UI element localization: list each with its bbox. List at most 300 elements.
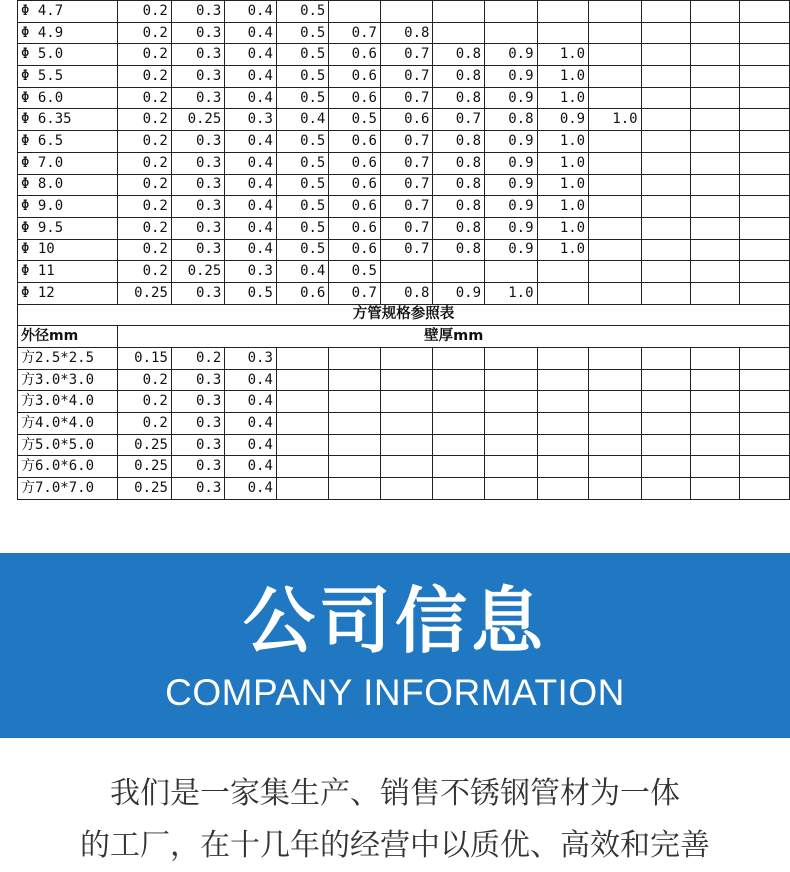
thickness-cell: 0.7 bbox=[380, 44, 432, 66]
table-row bbox=[18, 456, 790, 478]
thickness-cell bbox=[589, 217, 641, 239]
thickness-cell: 0.8 bbox=[433, 239, 485, 261]
thickness-cell: 0.2 bbox=[118, 44, 171, 66]
thickness-cell bbox=[691, 413, 740, 435]
thickness-cell: 0.8 bbox=[433, 44, 485, 66]
thickness-cell: 0.9 bbox=[485, 196, 537, 218]
size-label: 方6.0*6.0 bbox=[18, 456, 118, 478]
thickness-cell bbox=[589, 456, 641, 478]
table-row bbox=[18, 413, 790, 435]
table-row bbox=[18, 1, 790, 23]
table-row bbox=[18, 478, 790, 500]
thickness-cell: 1.0 bbox=[537, 217, 589, 239]
thickness-cell: 0.9 bbox=[485, 239, 537, 261]
thickness-cell bbox=[276, 369, 328, 391]
size-label: Φ 6.5 bbox=[18, 131, 118, 153]
thickness-cell bbox=[433, 261, 485, 283]
thickness-cell: 0.3 bbox=[171, 22, 224, 44]
thickness-cell: 0.3 bbox=[171, 369, 224, 391]
thickness-cell: 0.9 bbox=[485, 44, 537, 66]
thickness-cell bbox=[433, 391, 485, 413]
size-label: Φ 12 bbox=[18, 282, 118, 304]
thickness-cell bbox=[691, 434, 740, 456]
table-row bbox=[18, 131, 790, 153]
thickness-cell bbox=[380, 348, 432, 370]
thickness-cell bbox=[537, 456, 589, 478]
thickness-cell: 0.4 bbox=[225, 239, 277, 261]
thickness-cell bbox=[740, 282, 790, 304]
thickness-cell: 0.6 bbox=[329, 66, 381, 88]
size-label: 方2.5*2.5 bbox=[18, 348, 118, 370]
wall-thickness-header: 壁厚mm bbox=[118, 326, 790, 348]
thickness-cell bbox=[380, 413, 432, 435]
thickness-cell: 0.25 bbox=[118, 456, 171, 478]
thickness-cell bbox=[589, 196, 641, 218]
thickness-cell bbox=[641, 282, 691, 304]
thickness-cell: 0.3 bbox=[171, 456, 224, 478]
thickness-cell: 0.5 bbox=[276, 174, 328, 196]
thickness-cell bbox=[485, 413, 537, 435]
thickness-cell: 0.7 bbox=[380, 131, 432, 153]
thickness-cell bbox=[329, 348, 381, 370]
thickness-cell bbox=[589, 478, 641, 500]
thickness-cell bbox=[691, 109, 740, 131]
thickness-cell bbox=[641, 261, 691, 283]
thickness-cell: 1.0 bbox=[537, 87, 589, 109]
thickness-cell bbox=[691, 196, 740, 218]
thickness-cell bbox=[641, 44, 691, 66]
thickness-cell: 0.6 bbox=[329, 131, 381, 153]
thickness-cell: 0.2 bbox=[118, 217, 171, 239]
thickness-cell bbox=[641, 391, 691, 413]
thickness-cell: 1.0 bbox=[589, 109, 641, 131]
thickness-cell: 0.2 bbox=[118, 152, 171, 174]
thickness-cell: 0.25 bbox=[118, 478, 171, 500]
thickness-cell: 0.8 bbox=[380, 282, 432, 304]
thickness-cell: 0.3 bbox=[171, 1, 224, 23]
thickness-cell: 0.9 bbox=[433, 282, 485, 304]
thickness-cell: 0.9 bbox=[485, 217, 537, 239]
thickness-cell bbox=[329, 434, 381, 456]
thickness-cell: 0.15 bbox=[118, 348, 171, 370]
thickness-cell bbox=[740, 44, 790, 66]
thickness-cell: 1.0 bbox=[537, 152, 589, 174]
thickness-cell bbox=[641, 348, 691, 370]
thickness-cell: 0.7 bbox=[433, 109, 485, 131]
thickness-cell: 0.9 bbox=[485, 152, 537, 174]
thickness-cell: 0.2 bbox=[118, 369, 171, 391]
thickness-cell: 0.5 bbox=[276, 1, 328, 23]
thickness-cell bbox=[641, 239, 691, 261]
thickness-cell bbox=[537, 22, 589, 44]
thickness-cell bbox=[740, 239, 790, 261]
thickness-cell: 0.6 bbox=[329, 217, 381, 239]
thickness-cell: 0.2 bbox=[118, 22, 171, 44]
thickness-cell bbox=[589, 369, 641, 391]
thickness-cell: 0.9 bbox=[485, 87, 537, 109]
thickness-cell bbox=[691, 369, 740, 391]
thickness-cell: 0.7 bbox=[329, 282, 381, 304]
thickness-cell bbox=[641, 196, 691, 218]
thickness-cell bbox=[740, 22, 790, 44]
thickness-cell: 0.7 bbox=[380, 152, 432, 174]
thickness-cell: 0.4 bbox=[225, 44, 277, 66]
thickness-cell: 1.0 bbox=[537, 131, 589, 153]
thickness-cell bbox=[276, 391, 328, 413]
thickness-cell bbox=[691, 391, 740, 413]
thickness-cell bbox=[740, 348, 790, 370]
thickness-cell bbox=[691, 478, 740, 500]
thickness-cell: 0.8 bbox=[433, 217, 485, 239]
thickness-cell: 0.8 bbox=[380, 22, 432, 44]
thickness-cell: 0.25 bbox=[171, 109, 224, 131]
thickness-cell: 0.3 bbox=[171, 44, 224, 66]
thickness-cell: 0.7 bbox=[380, 217, 432, 239]
thickness-cell: 0.4 bbox=[276, 109, 328, 131]
thickness-cell: 0.8 bbox=[433, 174, 485, 196]
thickness-cell bbox=[380, 434, 432, 456]
table-row bbox=[18, 217, 790, 239]
thickness-cell bbox=[589, 282, 641, 304]
thickness-cell: 1.0 bbox=[537, 44, 589, 66]
thickness-cell bbox=[537, 434, 589, 456]
square-table-title: 方管规格参照表 bbox=[18, 304, 790, 326]
company-info-banner bbox=[0, 553, 790, 738]
thickness-cell: 0.4 bbox=[225, 22, 277, 44]
thickness-cell bbox=[740, 131, 790, 153]
thickness-cell: 0.7 bbox=[329, 22, 381, 44]
thickness-cell: 0.2 bbox=[118, 413, 171, 435]
table-row bbox=[18, 87, 790, 109]
thickness-cell bbox=[641, 22, 691, 44]
thickness-cell bbox=[329, 478, 381, 500]
thickness-cell bbox=[537, 282, 589, 304]
size-label: Φ 6.0 bbox=[18, 87, 118, 109]
thickness-cell: 0.8 bbox=[433, 152, 485, 174]
thickness-cell: 0.2 bbox=[118, 131, 171, 153]
thickness-cell bbox=[329, 391, 381, 413]
thickness-cell bbox=[691, 456, 740, 478]
thickness-cell bbox=[691, 66, 740, 88]
thickness-cell bbox=[276, 478, 328, 500]
thickness-cell: 0.4 bbox=[276, 261, 328, 283]
table-row bbox=[18, 348, 790, 370]
thickness-cell bbox=[433, 478, 485, 500]
thickness-cell: 0.3 bbox=[225, 109, 277, 131]
thickness-cell bbox=[380, 369, 432, 391]
thickness-cell: 1.0 bbox=[537, 239, 589, 261]
thickness-cell bbox=[433, 22, 485, 44]
thickness-cell: 0.5 bbox=[276, 44, 328, 66]
spec-table bbox=[17, 0, 790, 500]
thickness-cell bbox=[380, 391, 432, 413]
size-label: Φ 8.0 bbox=[18, 174, 118, 196]
thickness-cell bbox=[740, 413, 790, 435]
thickness-cell bbox=[537, 413, 589, 435]
size-label: Φ 9.0 bbox=[18, 196, 118, 218]
size-label: Φ 7.0 bbox=[18, 152, 118, 174]
thickness-cell bbox=[537, 1, 589, 23]
size-label: Φ 9.5 bbox=[18, 217, 118, 239]
table-row bbox=[18, 109, 790, 131]
thickness-cell bbox=[433, 456, 485, 478]
thickness-cell: 0.4 bbox=[225, 87, 277, 109]
thickness-cell bbox=[641, 131, 691, 153]
thickness-cell: 0.3 bbox=[171, 87, 224, 109]
thickness-cell: 1.0 bbox=[485, 282, 537, 304]
thickness-cell bbox=[276, 434, 328, 456]
thickness-cell bbox=[485, 391, 537, 413]
square-tube-header bbox=[18, 304, 790, 347]
size-label: 方7.0*7.0 bbox=[18, 478, 118, 500]
thickness-cell: 0.6 bbox=[329, 196, 381, 218]
thickness-cell: 0.5 bbox=[276, 217, 328, 239]
thickness-cell: 0.5 bbox=[276, 22, 328, 44]
thickness-cell: 0.5 bbox=[276, 131, 328, 153]
thickness-cell bbox=[691, 87, 740, 109]
thickness-cell: 0.6 bbox=[329, 44, 381, 66]
thickness-cell: 0.5 bbox=[276, 196, 328, 218]
thickness-cell: 1.0 bbox=[537, 174, 589, 196]
thickness-cell bbox=[329, 1, 381, 23]
thickness-cell: 0.3 bbox=[225, 348, 277, 370]
table-row bbox=[18, 152, 790, 174]
thickness-cell bbox=[740, 456, 790, 478]
thickness-cell bbox=[691, 239, 740, 261]
thickness-cell bbox=[589, 22, 641, 44]
thickness-cell bbox=[537, 478, 589, 500]
thickness-cell bbox=[589, 152, 641, 174]
thickness-cell bbox=[691, 348, 740, 370]
thickness-cell bbox=[691, 261, 740, 283]
thickness-cell bbox=[329, 369, 381, 391]
thickness-cell bbox=[691, 174, 740, 196]
thickness-cell: 0.2 bbox=[171, 348, 224, 370]
thickness-cell bbox=[276, 348, 328, 370]
thickness-cell bbox=[740, 87, 790, 109]
thickness-cell: 0.4 bbox=[225, 456, 277, 478]
thickness-cell bbox=[380, 478, 432, 500]
thickness-cell bbox=[537, 391, 589, 413]
intro-line-1: 我们是一家集生产、销售不锈钢管材为一体 bbox=[110, 776, 680, 811]
thickness-cell: 0.5 bbox=[329, 109, 381, 131]
thickness-cell: 0.2 bbox=[118, 87, 171, 109]
table-row bbox=[18, 44, 790, 66]
thickness-cell: 0.5 bbox=[329, 261, 381, 283]
table-row bbox=[18, 66, 790, 88]
thickness-cell bbox=[641, 152, 691, 174]
thickness-cell bbox=[691, 131, 740, 153]
thickness-cell bbox=[380, 456, 432, 478]
thickness-cell bbox=[485, 456, 537, 478]
thickness-cell: 0.4 bbox=[225, 391, 277, 413]
size-label: 方5.0*5.0 bbox=[18, 434, 118, 456]
thickness-cell bbox=[740, 261, 790, 283]
thickness-cell bbox=[641, 1, 691, 23]
thickness-cell: 0.3 bbox=[171, 174, 224, 196]
thickness-cell: 0.3 bbox=[171, 391, 224, 413]
thickness-cell bbox=[740, 66, 790, 88]
thickness-cell bbox=[740, 391, 790, 413]
thickness-cell: 0.8 bbox=[433, 196, 485, 218]
thickness-cell bbox=[691, 217, 740, 239]
thickness-cell: 0.4 bbox=[225, 131, 277, 153]
thickness-cell bbox=[589, 66, 641, 88]
thickness-cell bbox=[380, 261, 432, 283]
size-label: Φ 6.35 bbox=[18, 109, 118, 131]
thickness-cell bbox=[485, 1, 537, 23]
thickness-cell: 0.6 bbox=[329, 239, 381, 261]
thickness-cell bbox=[276, 413, 328, 435]
size-label: 方4.0*4.0 bbox=[18, 413, 118, 435]
thickness-cell bbox=[740, 434, 790, 456]
thickness-cell: 0.9 bbox=[485, 66, 537, 88]
thickness-cell bbox=[589, 87, 641, 109]
thickness-cell bbox=[641, 174, 691, 196]
square-header-row bbox=[18, 326, 790, 348]
thickness-cell: 0.6 bbox=[276, 282, 328, 304]
thickness-cell: 0.4 bbox=[225, 413, 277, 435]
thickness-cell: 0.6 bbox=[329, 152, 381, 174]
thickness-cell bbox=[589, 434, 641, 456]
thickness-cell: 0.25 bbox=[171, 261, 224, 283]
thickness-cell: 0.4 bbox=[225, 217, 277, 239]
thickness-cell: 0.2 bbox=[118, 174, 171, 196]
thickness-cell bbox=[740, 1, 790, 23]
table-row bbox=[18, 174, 790, 196]
thickness-cell bbox=[276, 456, 328, 478]
thickness-cell bbox=[329, 413, 381, 435]
thickness-cell: 0.2 bbox=[118, 66, 171, 88]
thickness-cell bbox=[691, 282, 740, 304]
thickness-cell bbox=[537, 348, 589, 370]
thickness-cell bbox=[433, 434, 485, 456]
thickness-cell: 0.7 bbox=[380, 196, 432, 218]
table-row bbox=[18, 434, 790, 456]
size-label: 方3.0*3.0 bbox=[18, 369, 118, 391]
thickness-cell bbox=[641, 217, 691, 239]
thickness-cell: 0.3 bbox=[225, 261, 277, 283]
thickness-cell: 0.6 bbox=[380, 109, 432, 131]
thickness-cell bbox=[380, 1, 432, 23]
banner-title-en: COMPANY INFORMATION bbox=[165, 672, 625, 713]
thickness-cell: 0.6 bbox=[329, 87, 381, 109]
thickness-cell bbox=[641, 87, 691, 109]
banner-title-zh: 公司信息 bbox=[242, 579, 547, 663]
thickness-cell bbox=[485, 434, 537, 456]
thickness-cell: 0.7 bbox=[380, 66, 432, 88]
thickness-cell: 0.25 bbox=[118, 282, 171, 304]
size-label: Φ 11 bbox=[18, 261, 118, 283]
thickness-cell bbox=[433, 1, 485, 23]
thickness-cell bbox=[740, 109, 790, 131]
table-row bbox=[18, 369, 790, 391]
table-row bbox=[18, 22, 790, 44]
thickness-cell bbox=[589, 44, 641, 66]
thickness-cell: 0.8 bbox=[433, 87, 485, 109]
thickness-cell bbox=[740, 217, 790, 239]
size-label: Φ 4.9 bbox=[18, 22, 118, 44]
thickness-cell bbox=[691, 22, 740, 44]
thickness-cell: 0.8 bbox=[433, 66, 485, 88]
thickness-cell bbox=[589, 391, 641, 413]
thickness-cell: 0.3 bbox=[171, 239, 224, 261]
table-row bbox=[18, 239, 790, 261]
thickness-cell bbox=[740, 152, 790, 174]
thickness-cell: 0.2 bbox=[118, 196, 171, 218]
thickness-cell bbox=[589, 413, 641, 435]
thickness-cell: 0.3 bbox=[171, 413, 224, 435]
thickness-cell: 0.4 bbox=[225, 478, 277, 500]
table-row bbox=[18, 261, 790, 283]
thickness-cell: 0.4 bbox=[225, 174, 277, 196]
thickness-cell: 0.6 bbox=[329, 174, 381, 196]
thickness-cell: 0.9 bbox=[485, 131, 537, 153]
thickness-cell: 0.5 bbox=[225, 282, 277, 304]
thickness-cell: 0.5 bbox=[276, 239, 328, 261]
thickness-cell bbox=[740, 478, 790, 500]
thickness-cell bbox=[740, 196, 790, 218]
table-row bbox=[18, 391, 790, 413]
thickness-cell bbox=[589, 1, 641, 23]
thickness-cell bbox=[329, 456, 381, 478]
thickness-cell bbox=[537, 261, 589, 283]
thickness-cell: 0.3 bbox=[171, 434, 224, 456]
thickness-cell: 0.4 bbox=[225, 1, 277, 23]
round-tube-section bbox=[18, 1, 790, 305]
thickness-cell: 1.0 bbox=[537, 66, 589, 88]
thickness-cell bbox=[485, 348, 537, 370]
thickness-cell bbox=[589, 174, 641, 196]
size-label: Φ 4.7 bbox=[18, 1, 118, 23]
thickness-cell: 0.3 bbox=[171, 131, 224, 153]
thickness-cell bbox=[740, 369, 790, 391]
outer-diameter-header: 外径mm bbox=[18, 326, 118, 348]
square-title-row bbox=[18, 304, 790, 326]
thickness-cell: 0.7 bbox=[380, 87, 432, 109]
thickness-cell: 0.7 bbox=[380, 174, 432, 196]
thickness-cell: 0.8 bbox=[433, 131, 485, 153]
thickness-cell: 0.2 bbox=[118, 239, 171, 261]
thickness-cell: 0.2 bbox=[118, 391, 171, 413]
thickness-cell: 0.4 bbox=[225, 434, 277, 456]
thickness-cell bbox=[641, 478, 691, 500]
thickness-cell: 0.2 bbox=[118, 261, 171, 283]
thickness-cell: 0.8 bbox=[485, 109, 537, 131]
thickness-cell: 0.4 bbox=[225, 152, 277, 174]
thickness-cell: 0.5 bbox=[276, 66, 328, 88]
thickness-cell bbox=[691, 152, 740, 174]
thickness-cell: 0.4 bbox=[225, 369, 277, 391]
intro-line-2: 的工厂，在十几年的经营中以质优、高效和完善 bbox=[80, 828, 710, 863]
thickness-cell: 0.4 bbox=[225, 66, 277, 88]
thickness-cell: 1.0 bbox=[537, 196, 589, 218]
company-intro bbox=[40, 768, 750, 872]
thickness-cell bbox=[433, 369, 485, 391]
thickness-cell: 0.3 bbox=[171, 66, 224, 88]
thickness-cell: 0.5 bbox=[276, 152, 328, 174]
thickness-cell: 0.3 bbox=[171, 196, 224, 218]
thickness-cell: 0.3 bbox=[171, 152, 224, 174]
thickness-cell bbox=[691, 1, 740, 23]
size-label: Φ 10 bbox=[18, 239, 118, 261]
thickness-cell: 0.3 bbox=[171, 282, 224, 304]
thickness-cell: 0.2 bbox=[118, 1, 171, 23]
thickness-cell: 0.9 bbox=[537, 109, 589, 131]
thickness-cell bbox=[433, 348, 485, 370]
thickness-cell bbox=[691, 44, 740, 66]
thickness-cell bbox=[485, 369, 537, 391]
